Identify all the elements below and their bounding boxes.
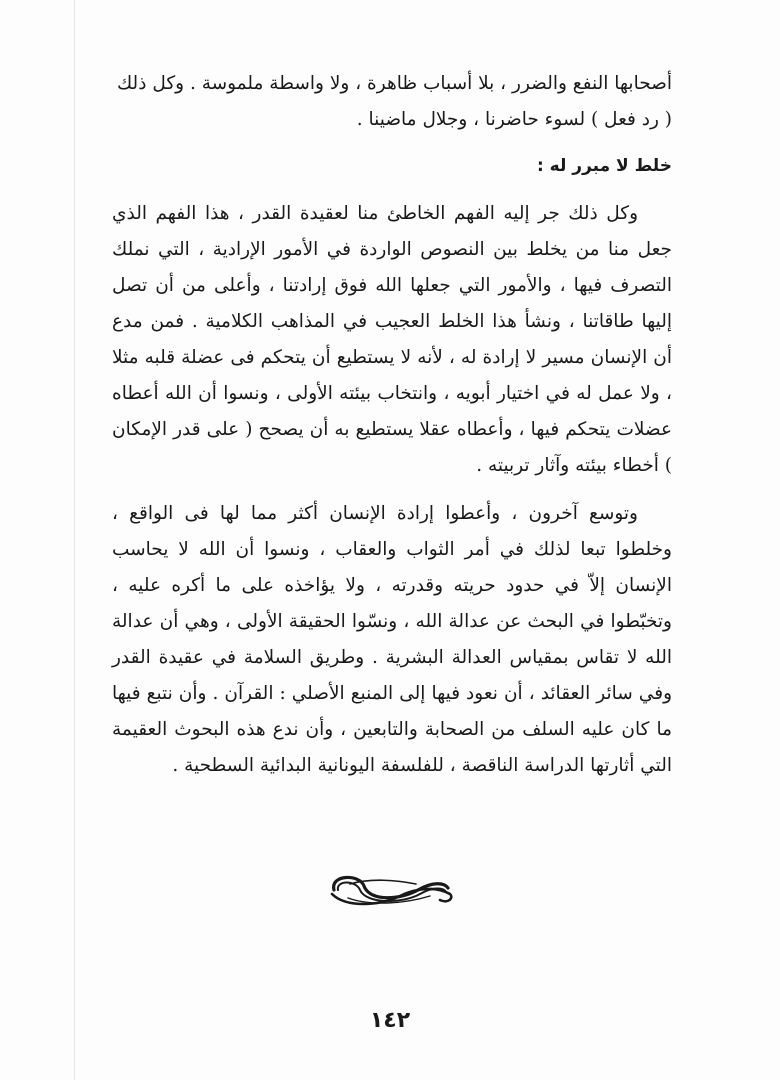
section-heading: خلط لا مبرر له : bbox=[536, 156, 672, 176]
flourish-ornament-icon bbox=[320, 860, 460, 920]
page-number: ١٤٢ bbox=[369, 1008, 411, 1033]
intro-line-1: أصحابها النفع والضرر ، بلا أسباب ظاهرة ، ولا واسطة ملموسة . وكل ذلك bbox=[116, 73, 672, 94]
paragraph-2: وتوسع آخرون ، وأعطوا إرادة الإنسان أكثر مما لها فى الواقع ، وخلطوا تبعا لذلك في أمر الثواب والعقاب ، ونسوا أن الله لا يحاسب الإنسان إلاّ في حدود حريته وقدرته ، ولا يؤاخذه على ما أكره عليه ، وتخبّطوا في البحث عن عدالة الله ، ونسّوا الحقيقة الأولى ، وهي أن عدالة الله لا تقاس بمقياس العدالة البشرية . وطريق السلامة في عقيدة القدر وفي سائر العقائد ، أن نعود فيها إلى المنبع الأصلي : القرآن . وأن نتبع فيها ما كان عليه السلف من الصحابة والتابعين ، وأن ندع هذه البحوث العقيمة التي أثارتها الدراسة الناقصة ، للفلسفة اليونانية البدائية السطحية . bbox=[112, 503, 672, 776]
paragraph-gap bbox=[112, 484, 672, 496]
scan-edge-line bbox=[74, 0, 75, 1080]
intro-line-2: ( رد فعل ) لسوء حاضرنا ، وجلال ماضينا . bbox=[356, 109, 672, 130]
text-block bbox=[112, 66, 672, 784]
paragraph-1: وكل ذلك جر إليه الفهم الخاطئ منا لعقيدة القدر ، هذا الفهم الذي جعل منا من يخلط بين النصوص الواردة في الأمور الإرادية ، التي نملك التصرف فيها ، والأمور التي جعلها الله فوق إرادتنا ، وأعلى من أن تصل إليها طاقاتنا ، ونشأ هذا الخلط العجيب في المذاهب الكلامية . فمن مدع أن الإنسان مسير لا إرادة له ، لأنه لا يستطيع أن يتحكم فى عضلة قلبه مثلا ، ولا عمل له في اختيار أبويه ، وانتخاب بيئته الأولى ، ونسوا أن الله أعطاه عضلات يتحكم فيها ، وأعطاه عقلا يستطيع به أن يصحح ( على قدر الإمكان ) أخطاء بيئته وآثار تربيته . bbox=[112, 203, 672, 476]
